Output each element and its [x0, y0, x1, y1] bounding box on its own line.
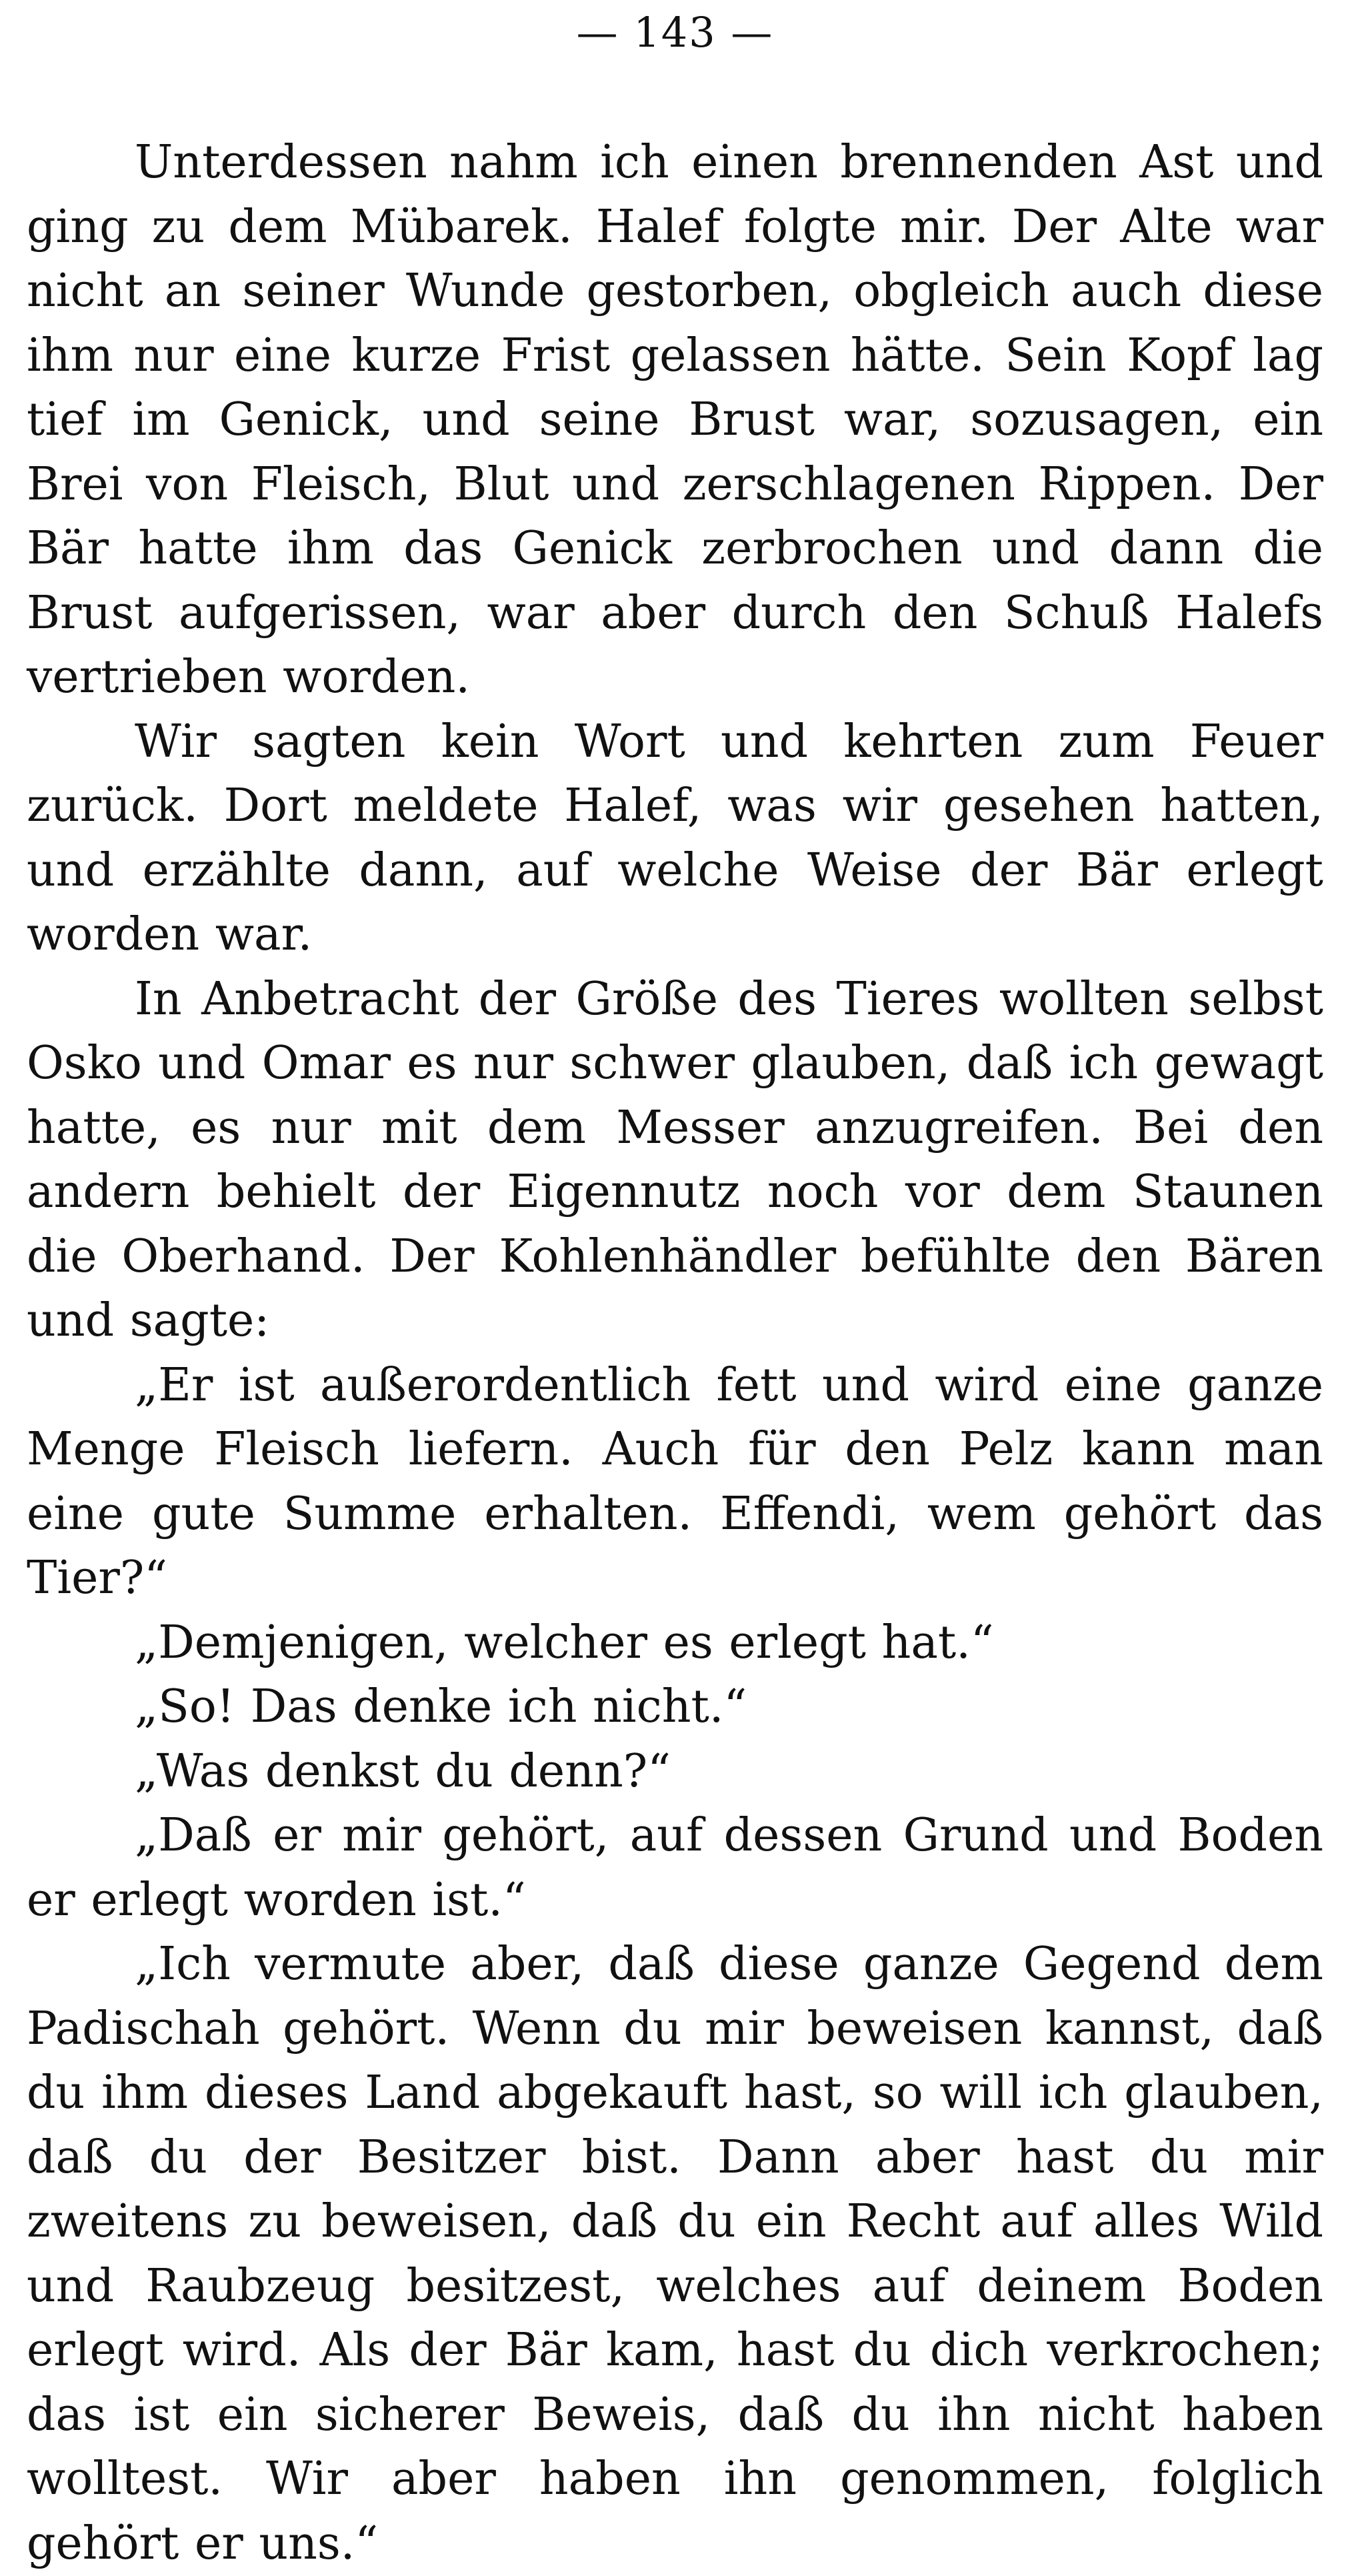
paragraph-4: „Er ist außerordentlich fett und wird eine ganze Menge Fleisch liefern. Auch für den Pelz kann man eine gute Summe erhalten. Effendi, wem gehört das Tier?“	[27, 1358, 1323, 1604]
page-number: — 143 —	[576, 8, 774, 57]
book-page	[27, 0, 1323, 2570]
paragraph-2: Wir sagten kein Wort und kehrten zum Feuer zurück. Dort meldete Halef, was wir gesehen hatten, und erzählte dann, auf welche Weise der Bär erlegt worden war.	[27, 715, 1323, 961]
paragraph-3: In Anbetracht der Größe des Tieres wollten selbst Osko und Omar es nur schwer glauben, daß ich gewagt hatte, es nur mit dem Messer anzugreifen. Bei den andern behielt der Eigennutz noch vor dem Staunen die Oberhand. Der Kohlenhändler befühlte den Bären und sagte:	[27, 972, 1323, 1347]
paragraph-1: Unterdessen nahm ich einen brennenden Ast und ging zu dem Mübarek. Halef folgte mir. Der Alte war nicht an seiner Wunde gestorben, obgleich auch diese ihm nur eine kurze Frist gelassen hätte. Sein Kopf lag tief im Genick, und seine Brust war, sozusagen, ein Brei von Fleisch, Blut und zerschlagenen Rippen. Der Bär hatte ihm das Genick zerbrochen und dann die Brust aufgerissen, war aber durch den Schuß Halefs vertrieben worden.	[27, 136, 1323, 704]
paragraph-5: „Demjenigen, welcher es erlegt hat.“	[135, 1616, 994, 1669]
paragraph-7: „Was denkst du denn?“	[135, 1744, 671, 1798]
paragraph-9: „Ich vermute aber, daß diese ganze Gegend dem Padischah gehört. Wenn du mir beweisen kannst, daß du ihm dieses Land abgekauft hast, so will ich glauben, daß du der Besitzer bist. Dann aber hast du mir zweitens zu beweisen, daß du ein Recht auf alles Wild und Raubzeug besitzest, welches auf deinem Boden erlegt wird. Als der Bär kam, hast du dich verkrochen; das ist ein sicherer Beweis, daß du ihn nicht haben wolltest. Wir aber haben ihn genommen, folglich gehört er uns.“	[27, 1938, 1323, 2570]
paragraph-6: „So! Das denke ich nicht.“	[135, 1680, 747, 1733]
paragraph-8: „Daß er mir gehört, auf dessen Grund und Boden er erlegt worden ist.“	[27, 1809, 1323, 1926]
